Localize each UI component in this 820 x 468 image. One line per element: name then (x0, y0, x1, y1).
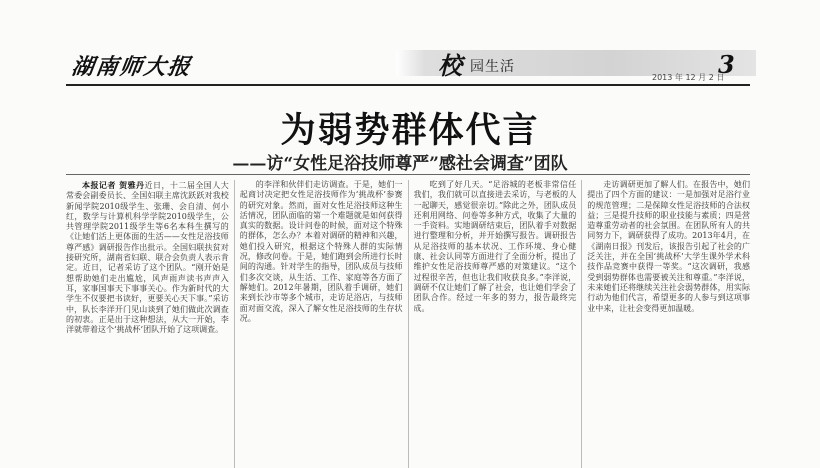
column-text: 的李洋和伙伴们走访调查。于是，她们一起商讨决定把女性足浴技师作为‘挑战杯’参赛的研究对象。然而，面对女性足浴技师这种生活情况，团队面临的第一个难题就是如何获得真实的数据。设计问卷的时候，面对这个特殊的群体，怎么办？本着对调研的精神和兴趣，她们投入研究，根据这个特殊人群的实际情况，修改问卷。于是，她们跑到会所进行长时间的沟通。针对学生的指导，团队成员与技师们多次交谈，从生活、工作、家庭等各方面了解她们。2012年暑期，团队着手调研，她们来到长沙市等多个城市，走访足浴店，与技师面对面交流，深入了解女性足浴技师的生存状况。 (239, 180, 403, 323)
article-column-4 (587, 180, 750, 468)
column-divider (408, 180, 409, 468)
column-text: 近日，十二届全国人大常委会副委员长、全国妇联主席沈跃跃对我校新闻学院2010级学生、张珊、会自清、何小红，数学与计算机科学学院2010级学生，公共管理学院2011级学生等6名本科生撰写的《让她们活上更体面的生活——女性足浴技师尊严感》调研报告作出批示。全国妇联扶贫对接研究所，湖南省妇联、联合会负责人表示肯定。近日，记者采访了这个团队。“刚开始是想帮助她们走出尴尬，风声雨声读书声声入耳，家事国事天下事事关心。作为新时代的大学生不仅要把书读好，更要关心天下事。”采访中，队长李洋开门见山谈到了她们做此次调查的初衷。正是出于这种想法，从大一开始，李洋就带着这个‘挑战杯’团队开始了这项调查。 (66, 181, 229, 335)
section-name: 园生活 (470, 59, 515, 75)
column-text: 吃到了好几天。“足浴城的老板非常信任我们，我们就可以直接进去采访，与老板的人一起聊天，感觉很亲切。”除此之外，团队成员还利用网络、问卷等多种方式，收集了大量的一手资料。实地调研结束后，团队着手对数据进行整理和分析，并开始撰写报告。调研报告从足浴技师的基本状况、工作环境、身心健康、社会认同等方面进行了全面分析，提出了维护女性足浴技师尊严感的对策建议。“这个过程很辛苦，但也让我们收获良多。”李洋说，调研不仅让她们了解了社会，也让她们学会了团队合作。经过一年多的努力，报告最终完成。 (413, 180, 577, 313)
column-divider (581, 180, 582, 468)
article-column-2 (240, 180, 403, 468)
article-column-1 (66, 180, 229, 468)
article-body (66, 180, 750, 468)
subhead-rule (66, 174, 750, 175)
issue-date: 2013 年 12 月 2 日 (652, 73, 725, 82)
masthead: 湖南师大报 (69, 54, 194, 80)
column-text: 走访调研更加了解人们。在报告中，她们提出了四个方面的建议：一是加强对足浴行业的规范管理；二是保障女性足浴技师的合法权益；三是提升技师的职业技能与素质；四是营造尊重劳动者的社会氛围。在团队所有人的共同努力下，调研获得了成功。2013年4月，在《湖南日报》刊发后，该报告引起了社会的广泛关注，并在全国‘挑战杯’大学生课外学术科技作品竞赛中获得一等奖。“这次调研，我感受到弱势群体也需要被关注和尊重。”李洋说，未来她们还将继续关注社会弱势群体，用实际行动为他们代言，希望更多的人参与到这项事业中来，让社会变得更加温暖。 (587, 180, 750, 313)
headline: 为弱势群体代言 (280, 111, 540, 151)
column-divider (234, 180, 235, 468)
page-number: 3 (718, 50, 735, 79)
byline: 本报记者 贺雅丹 (82, 180, 145, 190)
page-header (66, 44, 750, 84)
header-rule (66, 84, 750, 86)
article-column-3 (414, 180, 577, 468)
subheadline: ——访“女性足浴技师尊严”感社会调查”团队 (232, 154, 568, 174)
section-char: 校 (438, 51, 462, 80)
